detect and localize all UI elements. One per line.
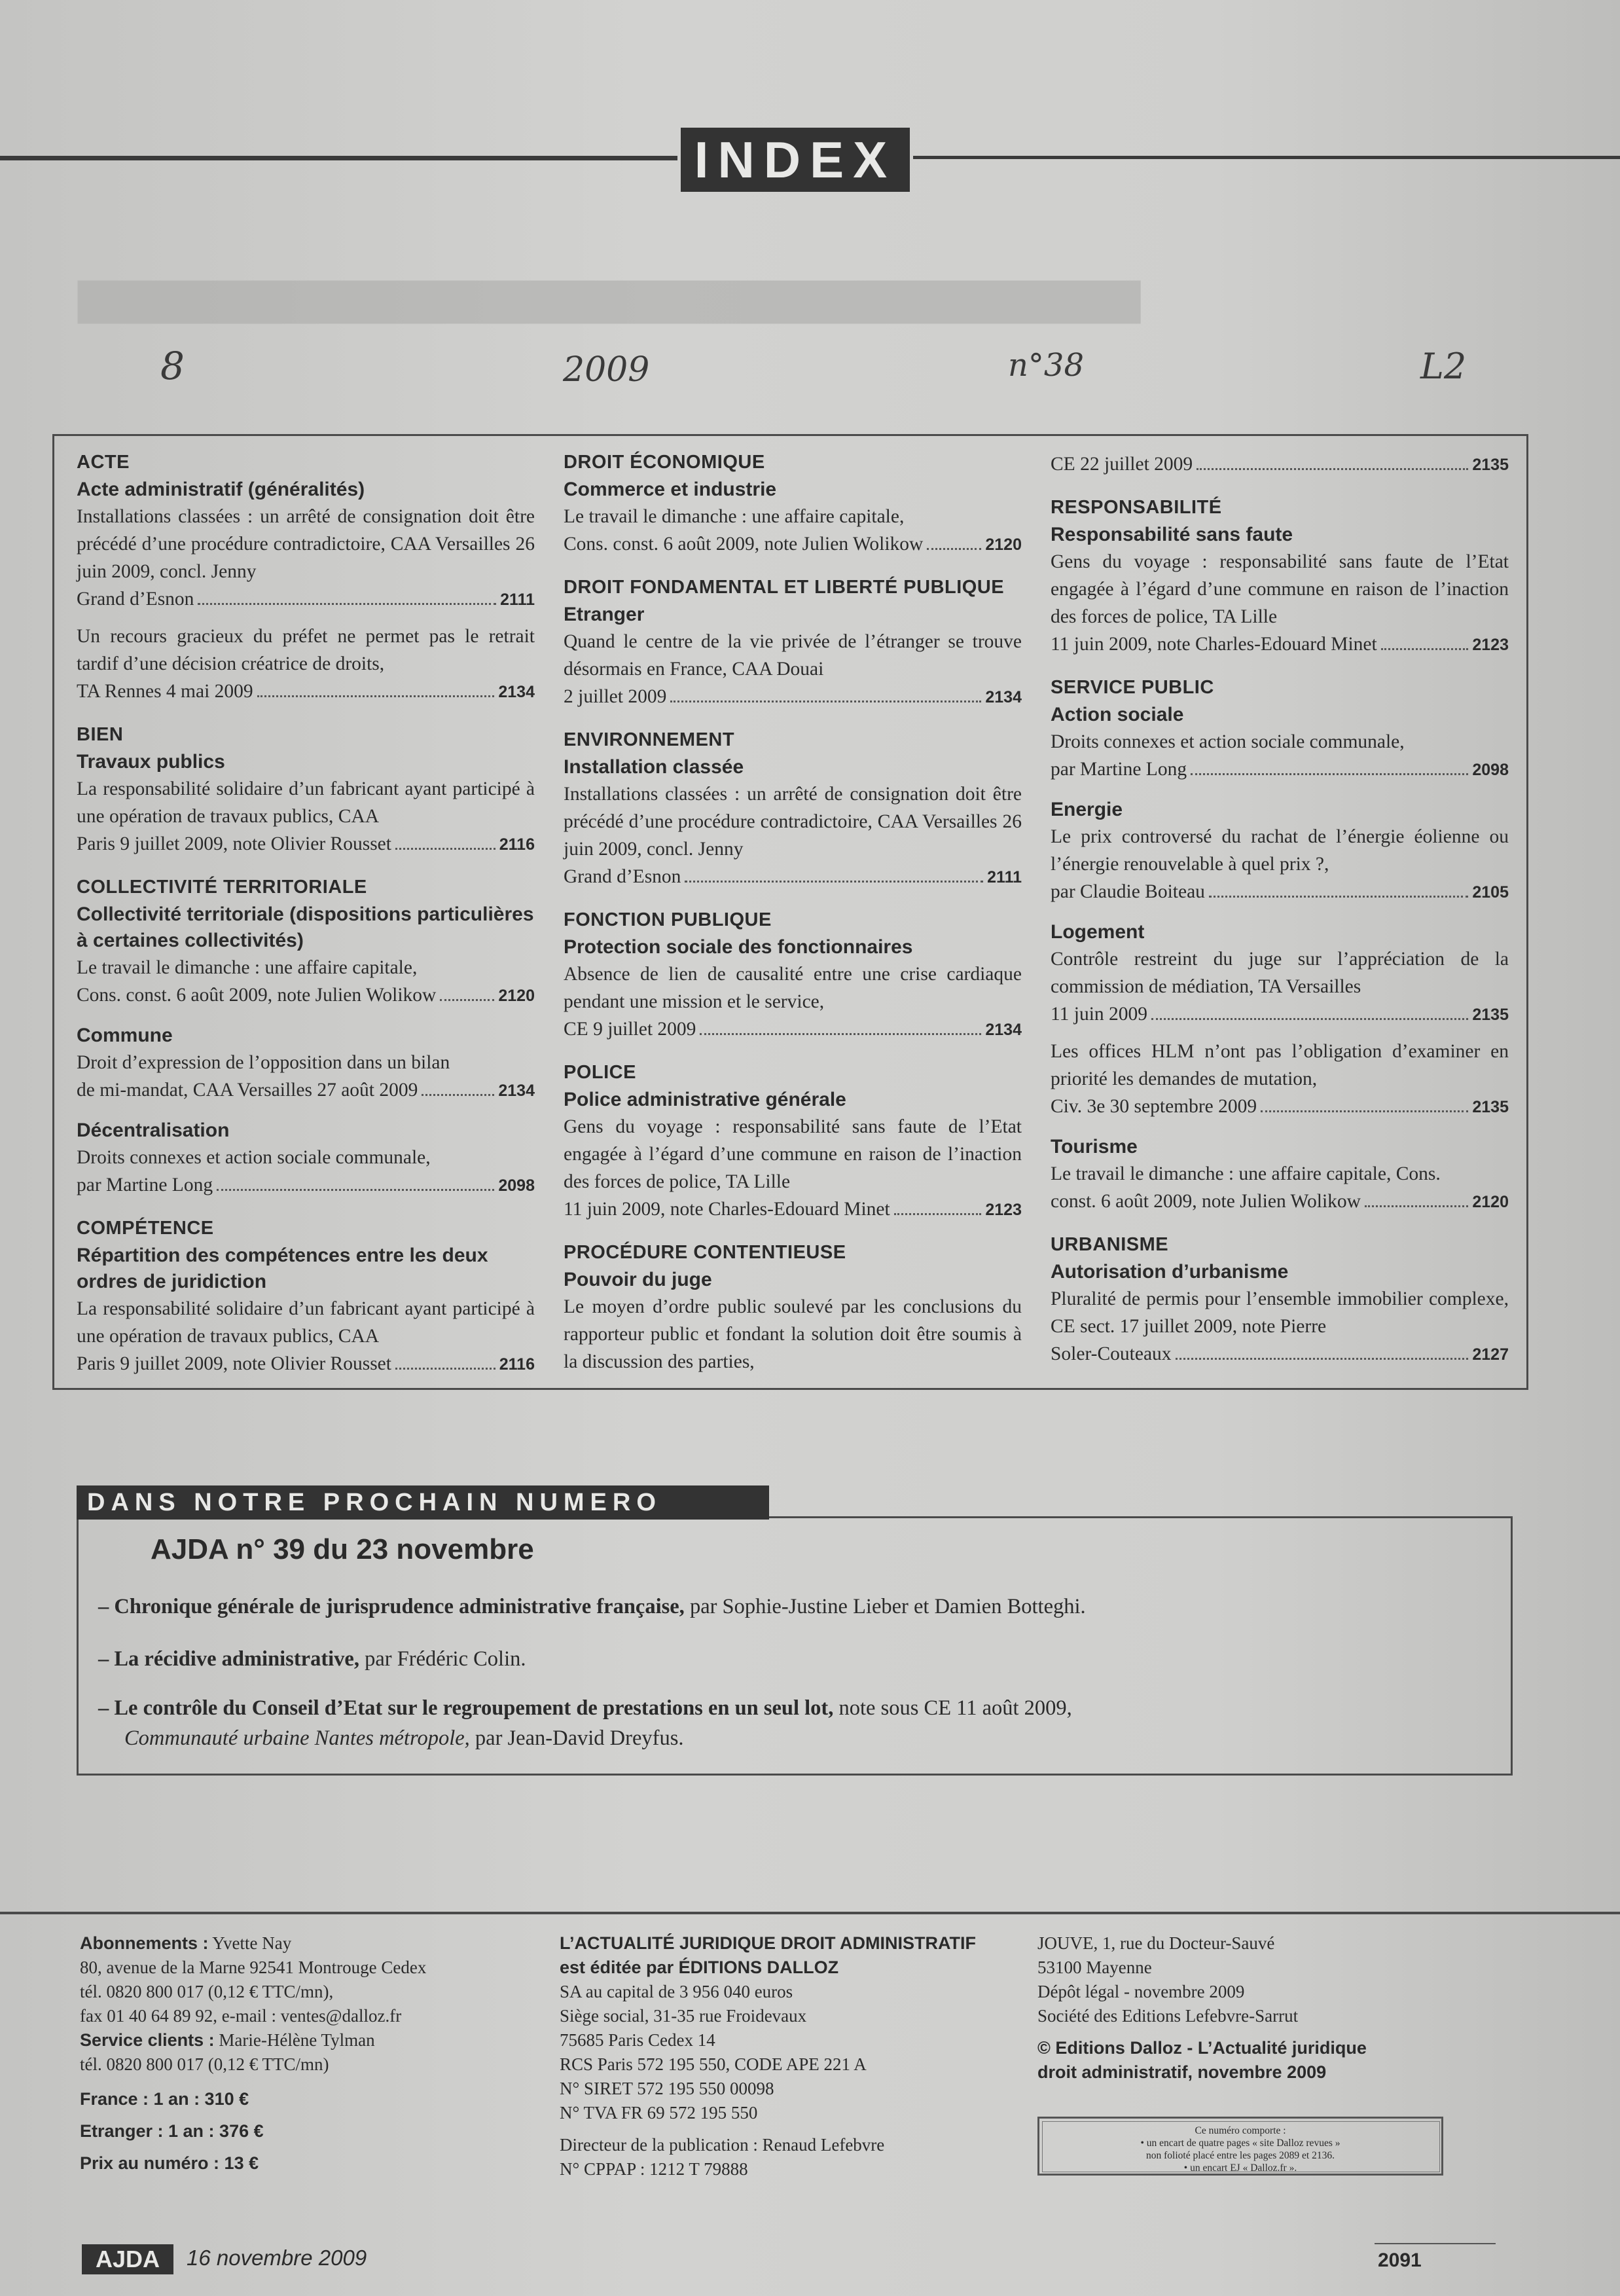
- index-entry: [564, 1293, 1022, 1376]
- entry-page: 2111: [987, 868, 1022, 886]
- notice-line: • un encart EJ « Dalloz.fr ».: [1183, 2162, 1297, 2174]
- index-entry: [77, 1295, 535, 1378]
- entry-text: Droits connexes et action sociale communale,: [1051, 731, 1405, 752]
- entry-leader-line: [77, 585, 535, 613]
- copyright: © Editions Dalloz - L’Actualité juridique: [1037, 2038, 1367, 2058]
- index-subsection-heading: Décentralisation: [77, 1120, 230, 1141]
- index-entry: [564, 780, 1022, 891]
- index-section-heading: POLICE: [564, 1062, 636, 1083]
- ajda-logo: AJDA: [82, 2244, 173, 2274]
- publisher-line: SA au capital de 3 956 040 euros: [560, 1982, 793, 2001]
- entry-leader-line: [77, 981, 535, 1010]
- issue-date: 16 novembre 2009: [187, 2246, 367, 2270]
- index-entry: [564, 628, 1022, 711]
- index-section-heading: COMPÉTENCE: [77, 1218, 214, 1239]
- next-issue-item: [98, 1694, 1072, 1722]
- entry-text: Le travail le dimanche : une affaire capitale,: [564, 506, 905, 527]
- dot-leader: [422, 1077, 494, 1096]
- index-entry: [564, 960, 1022, 1044]
- index-entry: [1051, 1038, 1509, 1121]
- entry-leader-line: [564, 683, 1022, 711]
- index-subsection-heading: Tourisme: [1051, 1136, 1138, 1157]
- notice-line: Ce numéro comporte :: [1195, 2125, 1286, 2136]
- index-subsection-heading: Responsabilité sans faute: [1051, 524, 1293, 545]
- item-author: par Jean-David Dreyfus.: [469, 1726, 684, 1750]
- subscriptions-block: [80, 1931, 538, 2176]
- entry-leader-line: [1051, 1188, 1509, 1216]
- item-author: par Frédéric Colin.: [359, 1647, 526, 1671]
- entry-leader-line: [77, 678, 535, 706]
- entry-ref: Soler-Couteaux: [1051, 1343, 1172, 1364]
- printer-line: JOUVE, 1, rue du Docteur-Sauvé: [1037, 1933, 1275, 1953]
- header-rule-left: [0, 156, 677, 160]
- index-entry: [1051, 450, 1509, 479]
- index-entry: [564, 1113, 1022, 1224]
- copyright: droit administratif, novembre 2009: [1037, 2062, 1327, 2082]
- entry-ref: TA Rennes 4 mai 2009: [77, 681, 253, 702]
- index-entry: [1051, 823, 1509, 906]
- entry-ref: Cons. const. 6 août 2009, note Julien Wolikow: [564, 534, 924, 555]
- printer-block: [1037, 1931, 1496, 2085]
- entry-leader-line: [77, 830, 535, 858]
- entry-page: 2123: [985, 1201, 1022, 1219]
- service-phone: tél. 0820 800 017 (0,12 € TTC/mn): [80, 2054, 329, 2074]
- publisher-line: RCS Paris 572 195 550, CODE APE 221 A: [560, 2054, 867, 2074]
- entry-page: 2098: [1472, 761, 1509, 779]
- entry-text: Installations classées : un arrêté de consignation doit être précédé d’une procédure contradictoire, CAA Versailles 26 juin 2009, concl. Jenny: [77, 506, 535, 582]
- entry-page: 2105: [1472, 883, 1509, 902]
- entry-page: 2120: [1472, 1193, 1509, 1211]
- entry-page: 2134: [498, 683, 535, 701]
- index-subsection-heading: Acte administratif (généralités): [77, 479, 365, 500]
- next-issue-title: AJDA n° 39 du 23 novembre: [151, 1533, 534, 1565]
- index-subsection-heading: Energie: [1051, 799, 1123, 820]
- entry-text: Pluralité de permis pour l’ensemble immobilier complexe, CE sect. 17 juillet 2009, note Pierre: [1051, 1288, 1509, 1337]
- entry-page: 2135: [1472, 1098, 1509, 1116]
- entry-ref: CE 9 juillet 2009: [564, 1019, 696, 1040]
- entry-ref: Grand d’Esnon: [77, 589, 194, 610]
- dot-leader: [1176, 1341, 1469, 1360]
- index-entry: [77, 623, 535, 706]
- entry-text: Contrôle restreint du juge sur l’appréciation de la commission de médiation, TA Versailles: [1051, 949, 1509, 997]
- entry-leader-line: [564, 1015, 1022, 1044]
- item-title: – Le contrôle du Conseil d’Etat sur le regroupement de prestations en un seul lot,: [98, 1696, 834, 1720]
- page-number: 2091: [1378, 2250, 1422, 2271]
- dot-leader: [1151, 1001, 1468, 1020]
- entry-page: 2120: [498, 987, 535, 1005]
- index-subsection-heading: Protection sociale des fonctionnaires: [564, 936, 913, 958]
- entry-ref: de mi-mandat, CAA Versailles 27 août 2009: [77, 1080, 418, 1101]
- entry-text: Quand le centre de la vie privée de l’étranger se trouve désormais en France, CAA Douai: [564, 631, 1022, 680]
- handwritten-note: 2009: [563, 350, 650, 390]
- entry-leader-line: [1051, 1340, 1509, 1368]
- notice-line: non folioté placé entre les pages 2089 et 2136.: [1146, 2150, 1335, 2161]
- entry-leader-line: [564, 1195, 1022, 1224]
- entry-text: Installations classées : un arrêté de consignation doit être précédé d’une procédure contradictoire, CAA Versailles 26 juin 2009, concl. Jenny: [564, 784, 1022, 860]
- subscriptions-fax: fax 01 40 64 89 92, e-mail : ventes@dalloz.fr: [80, 2006, 402, 2026]
- index-section-heading: DROIT ÉCONOMIQUE: [564, 452, 765, 473]
- entry-ref: Paris 9 juillet 2009, note Olivier Rousset: [77, 1353, 391, 1374]
- index-section-heading: SERVICE PUBLIC: [1051, 677, 1214, 698]
- entry-page: 2120: [985, 536, 1022, 554]
- entry-ref: Civ. 3e 30 septembre 2009: [1051, 1096, 1257, 1117]
- publisher-title: est éditée par ÉDITIONS DALLOZ: [560, 1958, 839, 1977]
- entry-text: La responsabilité solidaire d’un fabricant ayant participé à une opération de travaux publics, CAA: [77, 1298, 535, 1347]
- index-section-heading: ACTE: [77, 452, 130, 473]
- entry-leader-line: [1051, 1093, 1509, 1121]
- index-subsection-heading: Etranger: [564, 604, 645, 625]
- publisher-line: N° TVA FR 69 572 195 550: [560, 2103, 758, 2123]
- dot-leader: [440, 982, 494, 1001]
- dot-leader: [1197, 451, 1468, 470]
- entry-text: Les offices HLM n’ont pas l’obligation d’examiner en priorité les demandes de mutation,: [1051, 1041, 1509, 1089]
- index-column-2: [564, 450, 1022, 1385]
- price-france: France : 1 an : 310 €: [80, 2089, 249, 2109]
- handwritten-note: L2: [1420, 346, 1467, 387]
- index-section-heading: URBANISME: [1051, 1234, 1169, 1255]
- entry-text: Le travail le dimanche : une affaire capitale,: [77, 957, 418, 978]
- entry-ref: 2 juillet 2009: [564, 686, 667, 707]
- price-etranger: Etranger : 1 an : 376 €: [80, 2121, 264, 2141]
- entry-text: Gens du voyage : responsabilité sans faute de l’Etat engagée à l’égard d’une commune en raison de l’inaction des forces de police, TA Lille: [564, 1116, 1022, 1192]
- next-issue-item: [98, 1592, 1086, 1621]
- entry-ref: const. 6 août 2009, note Julien Wolikow: [1051, 1191, 1361, 1212]
- printer-line: Dépôt légal - novembre 2009: [1037, 1982, 1245, 2001]
- index-subsection-heading: Logement: [1051, 921, 1145, 943]
- index-subsection-heading: Répartition des compétences entre les deux ordres de juridiction: [77, 1245, 488, 1292]
- dot-leader: [217, 1172, 494, 1191]
- dot-leader: [685, 864, 983, 883]
- index-entry: [77, 503, 535, 613]
- index-section-heading: FONCTION PUBLIQUE: [564, 909, 772, 930]
- handwritten-note: n°38: [1008, 347, 1084, 384]
- entry-text: Droits connexes et action sociale communale,: [77, 1147, 431, 1168]
- index-entry: [1051, 945, 1509, 1029]
- dot-leader: [1365, 1188, 1468, 1207]
- index-section-heading: DROIT FONDAMENTAL ET LIBERTÉ PUBLIQUE: [564, 577, 1005, 598]
- price-issue: Prix au numéro : 13 €: [80, 2153, 259, 2173]
- header-rule-right: [913, 156, 1620, 159]
- index-column-3: [1051, 450, 1509, 1377]
- index-column-1: [77, 450, 535, 1387]
- index-entry: [564, 503, 1022, 558]
- item-ref: note sous CE 11 août 2009,: [833, 1696, 1072, 1720]
- entry-leader-line: [77, 1171, 535, 1199]
- index-subsection-heading: Commerce et industrie: [564, 479, 777, 500]
- dot-leader: [927, 531, 981, 550]
- entry-leader-line: [564, 530, 1022, 558]
- page-number-rule: [1375, 2243, 1496, 2244]
- entry-text: Droit d’expression de l’opposition dans un bilan: [77, 1052, 450, 1073]
- entry-page: 2098: [498, 1176, 535, 1195]
- entry-page: 2134: [985, 1021, 1022, 1039]
- entry-leader-line: [564, 863, 1022, 891]
- dot-leader: [1191, 756, 1468, 775]
- index-section-heading: RESPONSABILITÉ: [1051, 497, 1222, 518]
- entry-page: 2116: [499, 835, 535, 854]
- entry-ref: par Martine Long: [77, 1175, 213, 1195]
- item-title: – Chronique générale de jurisprudence administrative française,: [98, 1595, 685, 1618]
- index-section-heading: ENVIRONNEMENT: [564, 729, 735, 750]
- entry-ref: Cons. const. 6 août 2009, note Julien Wolikow: [77, 985, 437, 1006]
- entry-text: Un recours gracieux du préfet ne permet pas le retrait tardif d’une décision créatrice de droits,: [77, 626, 535, 674]
- subscriptions-address: 80, avenue de la Marne 92541 Montrouge Cedex: [80, 1958, 427, 1977]
- entry-page: 2111: [500, 591, 535, 609]
- index-subsection-heading: Pouvoir du juge: [564, 1269, 712, 1290]
- dot-leader: [700, 1016, 981, 1035]
- insert-notice: [1037, 2117, 1443, 2176]
- notice-line: • un encart de quatre pages « site Dalloz revues »: [1140, 2138, 1341, 2149]
- entry-leader-line: [1051, 756, 1509, 784]
- entry-text: Absence de lien de causalité entre une crise cardiaque pendant une mission et le service,: [564, 964, 1022, 1012]
- dot-leader: [894, 1196, 982, 1215]
- publisher-line: 75685 Paris Cedex 14: [560, 2030, 715, 2050]
- publisher-director: Directeur de la publication : Renaud Lefebvre: [560, 2135, 885, 2155]
- index-section-heading: BIEN: [77, 724, 124, 745]
- service-label: Service clients :: [80, 2030, 215, 2050]
- entry-ref: Grand d’Esnon: [564, 866, 681, 887]
- subscriptions-label: Abonnements :: [80, 1933, 209, 1953]
- index-subsection-heading: Collectivité territoriale (dispositions particulières à certaines collectivités): [77, 903, 534, 951]
- next-issue-item-cont: [124, 1724, 683, 1753]
- entry-ref: par Martine Long: [1051, 759, 1187, 780]
- publisher-block: [560, 1931, 1031, 2181]
- index-subsection-heading: Autorisation d’urbanisme: [1051, 1261, 1289, 1283]
- index-subsection-heading: Commune: [77, 1025, 173, 1046]
- subscriptions-name: Yvette Nay: [208, 1933, 292, 1953]
- publisher-cppap: N° CPPAP : 1212 T 79888: [560, 2159, 748, 2179]
- dot-leader: [198, 586, 496, 605]
- entry-ref: CE 22 juillet 2009: [1051, 454, 1193, 475]
- index-section-heading: COLLECTIVITÉ TERRITORIALE: [77, 877, 367, 898]
- entry-leader-line: [77, 1350, 535, 1378]
- index-section-heading: PROCÉDURE CONTENTIEUSE: [564, 1242, 846, 1263]
- subscriptions-line: [80, 1931, 538, 1956]
- entry-text: Gens du voyage : responsabilité sans faute de l’Etat engagée à l’égard d’une commune en raison de l’inaction des forces de police, TA Lille: [1051, 551, 1509, 627]
- index-entry: [77, 1049, 535, 1104]
- show-through-text: ▇▇▇▇▇▇▇▇▇▇▇▇▇▇▇▇▇▇▇▇▇▇▇▇▇▇▇▇▇▇▇▇▇▇: [79, 277, 1140, 322]
- entry-leader-line: [1051, 1000, 1509, 1029]
- publisher-line: N° SIRET 572 195 550 00098: [560, 2079, 774, 2098]
- entry-page: 2134: [498, 1082, 535, 1100]
- item-case: Communauté urbaine Nantes métropole,: [124, 1726, 470, 1750]
- entry-ref: 11 juin 2009: [1051, 1004, 1148, 1025]
- dot-leader: [395, 1351, 495, 1370]
- entry-ref: Paris 9 juillet 2009, note Olivier Rousset: [77, 833, 391, 854]
- dot-leader: [1209, 879, 1468, 898]
- index-entry: [1051, 728, 1509, 784]
- index-entry: [77, 1144, 535, 1199]
- entry-ref: 11 juin 2009, note Charles-Edouard Minet: [1051, 634, 1377, 655]
- index-title: INDEX: [681, 128, 910, 192]
- handwritten-note: 8: [160, 344, 185, 388]
- next-issue-item: [98, 1645, 526, 1673]
- index-subsection-heading: Police administrative générale: [564, 1089, 846, 1110]
- printer-line: Société des Editions Lefebvre-Sarrut: [1037, 2006, 1299, 2026]
- index-entry: [1051, 1160, 1509, 1216]
- index-subsection-heading: Action sociale: [1051, 704, 1184, 725]
- index-subsection-heading: Travaux publics: [77, 751, 225, 773]
- publisher-title: L’ACTUALITÉ JURIDIQUE DROIT ADMINISTRATIF: [560, 1933, 976, 1953]
- entry-ref: 11 juin 2009, note Charles-Edouard Minet: [564, 1199, 890, 1220]
- dot-leader: [257, 678, 495, 697]
- entry-text: La responsabilité solidaire d’un fabricant ayant participé à une opération de travaux publics, CAA: [77, 778, 535, 827]
- dot-leader: [1381, 631, 1469, 650]
- index-subsection-heading: Installation classée: [564, 756, 744, 778]
- entry-text: Le travail le dimanche : une affaire capitale, Cons.: [1051, 1163, 1441, 1184]
- dot-leader: [1261, 1093, 1468, 1112]
- entry-leader-line: [1051, 878, 1509, 906]
- footer-rule: [0, 1912, 1620, 1914]
- next-issue-tab: DANS NOTRE PROCHAIN NUMERO: [77, 1485, 769, 1520]
- service-name: Marie-Hélène Tylman: [214, 2030, 375, 2050]
- index-entry: [77, 775, 535, 858]
- dot-leader: [670, 683, 981, 702]
- entry-ref: par Claudie Boiteau: [1051, 881, 1205, 902]
- entry-text: Le prix controversé du rachat de l’énergie éolienne ou l’énergie renouvelable à quel prix ?,: [1051, 826, 1509, 875]
- item-author: par Sophie-Justine Lieber et Damien Botteghi.: [684, 1595, 1086, 1618]
- item-title: – La récidive administrative,: [98, 1647, 359, 1671]
- entry-page: 2135: [1472, 1006, 1509, 1024]
- entry-leader-line: [1051, 630, 1509, 659]
- entry-text: Le moyen d’ordre public soulevé par les conclusions du rapporteur public et fondant la solution doit être soumis à la discussion des parties,: [564, 1296, 1022, 1372]
- dot-leader: [395, 831, 495, 850]
- entry-leader-line: [77, 1076, 535, 1104]
- index-entry: [1051, 548, 1509, 659]
- index-entry: [1051, 1285, 1509, 1368]
- entry-page: 2134: [985, 688, 1022, 706]
- entry-page: 2123: [1472, 636, 1509, 654]
- service-line: [80, 2028, 538, 2052]
- entry-page: 2127: [1472, 1345, 1509, 1364]
- publisher-line: Siège social, 31-35 rue Froidevaux: [560, 2006, 807, 2026]
- index-entry: [77, 954, 535, 1010]
- entry-page: 2116: [499, 1355, 535, 1374]
- printer-line: 53100 Mayenne: [1037, 1958, 1152, 1977]
- index-box: [52, 434, 1528, 1390]
- subscriptions-phone: tél. 0820 800 017 (0,12 € TTC/mn),: [80, 1982, 334, 2001]
- entry-page: 2135: [1472, 456, 1509, 474]
